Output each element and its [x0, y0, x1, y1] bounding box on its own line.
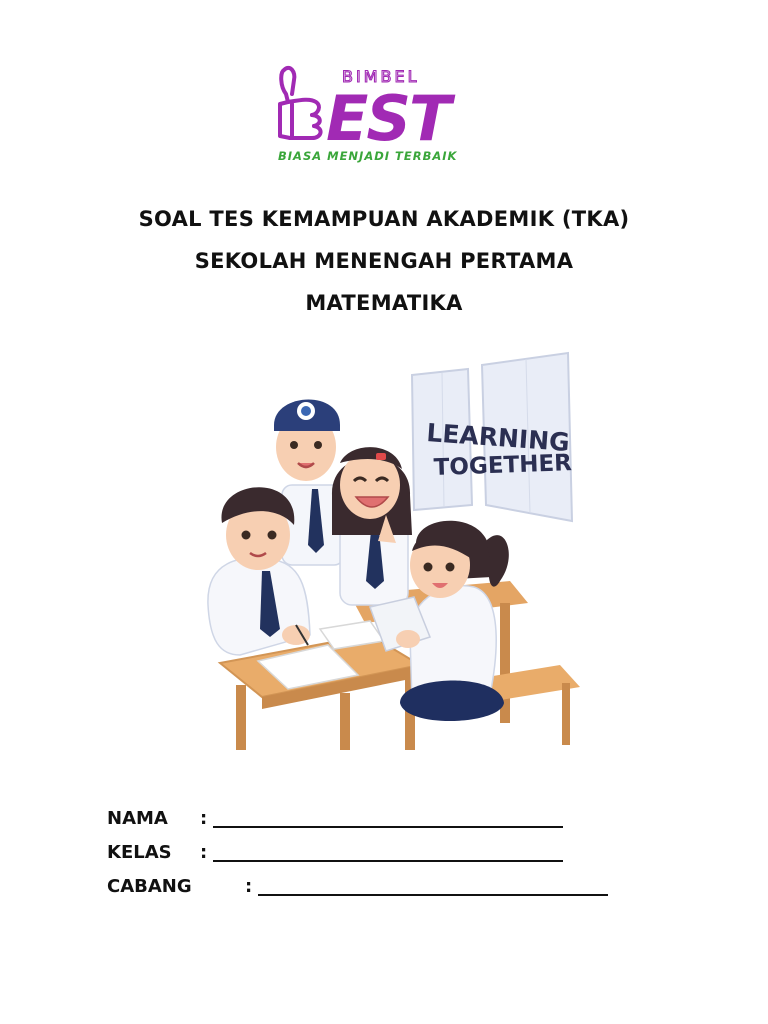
together-sign-text: TOGETHER — [433, 450, 573, 481]
field-colon: : — [245, 876, 253, 897]
svg-text:BIASA MENJADI TERBAIK: BIASA MENJADI TERBAIK — [278, 149, 458, 163]
title-block — [0, 198, 768, 324]
form-row-nama — [107, 798, 608, 832]
title-line-2: SEKOLAH MENENGAH PERTAMA — [194, 249, 574, 273]
title-line-3: MATEMATIKA — [305, 291, 463, 315]
form-row-cabang — [107, 866, 608, 900]
students-learning-illustration — [200, 345, 585, 750]
kelas-blank-line[interactable] — [213, 840, 563, 862]
learning-sign-text: LEARNING — [425, 418, 571, 457]
field-colon: : — [200, 808, 208, 829]
bimbel-best-logo — [270, 58, 480, 168]
field-label-nama: NAMA — [107, 808, 168, 829]
girl-laughing — [332, 447, 412, 605]
nama-blank-line[interactable] — [213, 806, 563, 828]
cabang-blank-line[interactable] — [258, 874, 608, 896]
student-info-form — [107, 798, 608, 900]
form-row-kelas — [107, 832, 608, 866]
title-line-1: SOAL TES KEMAMPUAN AKADEMIK (TKA) — [138, 207, 630, 231]
field-colon: : — [200, 842, 208, 863]
field-label-cabang: CABANG — [107, 876, 192, 897]
thumbs-up-logo-icon — [270, 58, 480, 168]
svg-text:EST: EST — [326, 82, 450, 155]
svg-text:BIMBEL: BIMBEL — [342, 67, 420, 86]
field-label-kelas: KELAS — [107, 842, 172, 863]
